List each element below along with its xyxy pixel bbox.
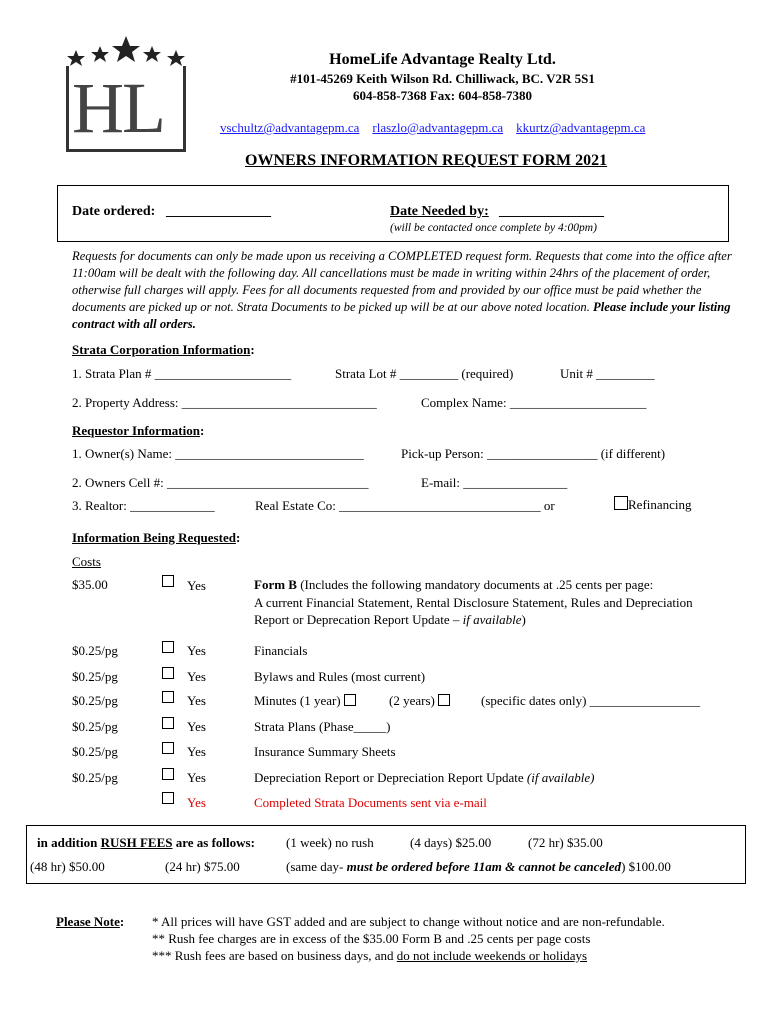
intro-text: Requests for documents can only be made upon us receiving a COMPLETED request form. Requests that come into the office after 11:00am will be dealt with the following day. All cancellations must be made in writing within 24hrs of the placement of order, otherwise full charges will apply. Fees for all documents requested from and provided by our office must be paid whether the documents are picked up or not. Strata Documents to be picked up will be at our above noted location. [72, 249, 732, 314]
refinancing-checkbox[interactable] [614, 496, 628, 510]
complex-name-field[interactable]: Complex Name: _____________________ [421, 395, 647, 410]
company-address: #101-45269 Keith Wilson Rd. Chilliwack, BC. V2R 5S1 [290, 71, 595, 86]
refinancing-label: Refinancing [628, 497, 692, 512]
checkbox-financials[interactable] [162, 640, 174, 656]
logo-text: HL [72, 68, 164, 148]
yes-label: Yes [187, 719, 206, 734]
email-docs-desc: Completed Strata Documents sent via e-mail [254, 795, 487, 810]
yes-label: Yes [187, 693, 206, 708]
rush-1week: (1 week) no rush [286, 835, 374, 850]
email-link-rlaszlo[interactable]: rlaszlo@advantagepm.ca [372, 120, 504, 135]
checkbox-box[interactable] [162, 667, 174, 679]
cost-bylaws: $0.25/pg [72, 669, 118, 684]
checkbox-strata-plans[interactable] [162, 716, 174, 732]
minutes-1yr[interactable]: Minutes (1 year) [254, 693, 356, 709]
email-links [220, 120, 645, 136]
real-estate-co-field[interactable]: Real Estate Co: _______________________________ or [255, 498, 555, 513]
strata-plans-desc[interactable]: Strata Plans (Phase_____) [254, 719, 391, 734]
financials-desc: Financials [254, 643, 308, 658]
cost-form-b: $35.00 [72, 577, 108, 592]
rush-4days: (4 days) $25.00 [410, 835, 492, 850]
please-note-label: Please Note: [56, 914, 125, 929]
checkbox-box[interactable] [162, 717, 174, 729]
rush-72hr: (72 hr) $35.00 [528, 835, 603, 850]
minutes-2yr-checkbox[interactable] [438, 694, 450, 706]
yes-label: Yes [187, 643, 206, 658]
checkbox-box[interactable] [162, 641, 174, 653]
bylaws-desc: Bylaws and Rules (most current) [254, 669, 426, 684]
strata-heading: Strata Corporation Information: [72, 342, 255, 357]
date-needed-field[interactable]: _______________ [499, 204, 604, 219]
form-b-sub1: A current Financial Statement, Rental Disclosure Statement, Rules and Depreciation [254, 595, 693, 610]
note-line-3: *** Rush fees are based on business days, and do not include weekends or holidays [152, 948, 588, 963]
owner-name-field[interactable]: 1. Owner(s) Name: _____________________________ [72, 446, 364, 461]
company-phone: 604-858-7368 Fax: 604-858-7380 [352, 88, 533, 103]
property-address-field[interactable]: 2. Property Address: ______________________________ [72, 395, 377, 410]
date-needed-note: (will be contacted once complete by 4:00pm) [390, 222, 597, 234]
checkbox-box[interactable] [162, 768, 174, 780]
requestor-heading: Requestor Information: [72, 423, 205, 438]
checkbox-box[interactable] [162, 575, 174, 587]
minutes-1yr-checkbox[interactable] [344, 694, 356, 706]
intro-bold-text: Please include your listing contract with all orders. [72, 300, 731, 331]
strata-plan-field[interactable]: 1. Strata Plan # _____________________ [72, 366, 292, 381]
minutes-2yr[interactable]: (2 years) [389, 693, 450, 709]
yes-label: Yes [187, 744, 206, 759]
yes-label: Yes [187, 578, 206, 593]
date-needed-label: Date Needed by: [390, 204, 489, 219]
checkbox-box[interactable] [162, 742, 174, 754]
company-name: HomeLife Advantage Realty Ltd. [329, 51, 556, 68]
yes-label-red: Yes [187, 795, 206, 810]
email-field[interactable]: E-mail: ________________ [421, 475, 568, 490]
depreciation-desc: Depreciation Report or Depreciation Report Update (if available) [254, 770, 595, 785]
cost-minutes: $0.25/pg [72, 693, 118, 708]
checkbox-minutes[interactable] [162, 690, 174, 706]
checkbox-email-docs[interactable] [162, 791, 174, 807]
cost-financials: $0.25/pg [72, 643, 118, 658]
pickup-person-field[interactable]: Pick-up Person: _________________ (if different) [401, 446, 666, 461]
email-link-kkurtz[interactable]: kkurtz@advantagepm.ca [516, 120, 646, 135]
checkbox-depreciation[interactable] [162, 767, 174, 783]
note-line-1: * All prices will have GST added and are subject to change without notice and are non-refundable. [152, 914, 665, 929]
checkbox-form-b[interactable] [162, 574, 174, 590]
strata-lot-field[interactable]: Strata Lot # _________ (required) [335, 366, 514, 381]
yes-label: Yes [187, 770, 206, 785]
cost-insurance: $0.25/pg [72, 744, 118, 759]
checkbox-box[interactable] [162, 792, 174, 804]
rush-same-day: (same day- must be ordered before 11am & cannot be canceled) $100.00 [286, 859, 671, 874]
checkbox-box[interactable] [162, 691, 174, 703]
checkbox-insurance[interactable] [162, 741, 174, 757]
rush-lead: in addition RUSH FEES are as follows: [37, 835, 255, 850]
cost-strata-plans: $0.25/pg [72, 719, 118, 734]
insurance-desc: Insurance Summary Sheets [254, 744, 396, 759]
rush-fees-box [26, 825, 746, 884]
intro-paragraph [72, 248, 732, 333]
date-ordered-field[interactable]: _______________ [166, 204, 271, 219]
email-link-vschultz[interactable]: vschultz@advantagepm.ca [220, 120, 360, 135]
cost-depreciation: $0.25/pg [72, 770, 118, 785]
unit-field[interactable]: Unit # _________ [560, 366, 655, 381]
costs-label: Costs [72, 554, 101, 569]
checkbox-bylaws[interactable] [162, 666, 174, 682]
note-line-2: ** Rush fee charges are in excess of the $35.00 Form B and .25 cents per page costs [152, 931, 591, 946]
form-b-sub2: Report or Deprecation Report Update – if available) [254, 612, 526, 627]
form-title: OWNERS INFORMATION REQUEST FORM 2021 [245, 152, 608, 169]
yes-label: Yes [187, 669, 206, 684]
owners-cell-field[interactable]: 2. Owners Cell #: _______________________________ [72, 475, 369, 490]
form-b-desc: Form B (Includes the following mandatory documents at .25 cents per page: [254, 577, 654, 592]
minutes-specific-field[interactable]: (specific dates only) _________________ [481, 693, 701, 708]
refinancing-option[interactable] [614, 496, 692, 513]
rush-24hr: (24 hr) $75.00 [165, 859, 240, 874]
date-ordered-label: Date ordered: [72, 204, 156, 219]
rush-48hr: (48 hr) $50.00 [30, 859, 105, 874]
info-heading: Information Being Requested: [72, 530, 241, 545]
realtor-field[interactable]: 3. Realtor: _____________ [72, 498, 215, 513]
